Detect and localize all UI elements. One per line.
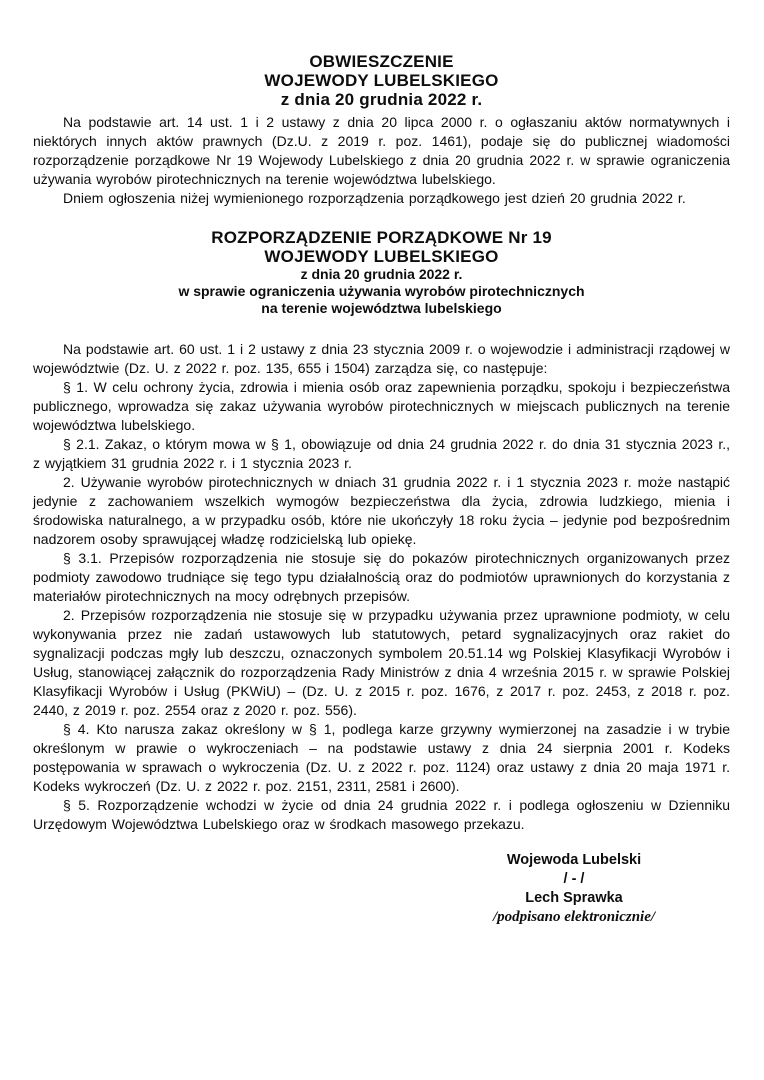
regulation-heading bbox=[33, 228, 730, 317]
regulation-par-3-1: § 3.1. Przepisów rozporządzenia nie stosuje się do pokazów pirotechnicznych organizowanych przez podmioty zawodowo trudniące się tego typu działalnością oraz do podmiotów uprawnionych do korzystania z materiałów pirotechnicznych na mocy odrębnych przepisów. bbox=[33, 550, 730, 604]
regulation-par-3-2: 2. Przepisów rozporządzenia nie stosuje się w przypadku używania przez uprawnione podmioty, w celu wykonywania przez nie zadań ustawowych lub statutowych, petard sygnalizacyjnych oraz rakiet do sygnalizacji podczas mgły lub deszczu, oznaczonych symbolem 20.51.14 wg Polskiej Klasyfikacji Wyrobów i Usług, stanowiącej załącznik do rozporządzenia Rady Ministrów z dnia 4 września 2015 r. w sprawie Polskiej Klasyfikacji Wyrobów i Usług (PKWiU) – (Dz. U. z 2015 r. poz. 1676, z 2017 r. poz. 2453, z 2018 r. poz. 2440, z 2019 r. poz. 2554 oraz z 2020 r. poz. 556). bbox=[33, 607, 730, 718]
notice-authority: WOJEWODY LUBELSKIEGO bbox=[264, 71, 499, 90]
notice-heading bbox=[33, 52, 730, 109]
regulation-title: ROZPORZĄDZENIE PORZĄDKOWE Nr 19 bbox=[211, 228, 552, 247]
notice-body bbox=[33, 113, 730, 208]
notice-title: OBWIESZCZENIE bbox=[309, 52, 454, 71]
regulation-subject-line2: na terenie województwa lubelskiego bbox=[261, 300, 502, 316]
signature-position: Wojewoda Lubelski bbox=[506, 852, 642, 868]
regulation-authority: WOJEWODY LUBELSKIEGO bbox=[264, 247, 499, 266]
regulation-body bbox=[33, 340, 730, 834]
regulation-preamble: Na podstawie art. 60 ust. 1 i 2 ustawy z dnia 23 stycznia 2009 r. o wojewodzie i administracji rządowej w województwie (Dz. U. z 2022 r. poz. 135, 655 i 1504) zarządza się, co następuje: bbox=[33, 341, 730, 376]
regulation-subject-line1: w sprawie ograniczenia używania wyrobów pirotechnicznych bbox=[178, 283, 585, 299]
regulation-date: z dnia 20 grudnia 2022 r. bbox=[300, 266, 463, 282]
regulation-par-5: § 5. Rozporządzenie wchodzi w życie od dnia 24 grudnia 2022 r. i podlega ogłoszeniu w Dzienniku Urzędowym Województwa Lubelskiego oraz w środkach masowego przekazu. bbox=[33, 797, 730, 832]
notice-paragraph: Dniem ogłoszenia niżej wymienionego rozporządzenia porządkowego jest dzień 20 grudnia 2022 r. bbox=[63, 190, 686, 206]
signature-block bbox=[418, 851, 730, 927]
regulation-par-2-1: § 2.1. Zakaz, o którym mowa w § 1, obowiązuje od dnia 24 grudnia 2022 r. do dnia 31 stycznia 2023 r., z wyjątkiem 31 grudnia 2022 r. i 1 stycznia 2023 r. bbox=[33, 436, 730, 471]
signature-name: Lech Sprawka bbox=[525, 890, 623, 906]
regulation-par-1: § 1. W celu ochrony życia, zdrowia i mienia osób oraz zapewnienia porządku, spokoju i bezpieczeństwa publicznego, wprowadza się zakaz używania wyrobów pirotechnicznych w miejscach publicznych na terenie województwa lubelskiego. bbox=[33, 379, 730, 433]
signature-mark: / - / bbox=[563, 871, 585, 887]
notice-date: z dnia 20 grudnia 2022 r. bbox=[280, 90, 483, 109]
notice-paragraph: Na podstawie art. 14 ust. 1 i 2 ustawy z dnia 20 lipca 2000 r. o ogłaszaniu aktów normatywnych i niektórych innych aktów prawnych (Dz.U. z 2019 r. poz. 1461), podaje się do publicznej wiadomości rozporządzenie porządkowe Nr 19 Wojewody Lubelskiego z dnia 20 grudnia 2022 r. w sprawie ograniczenia używania wyrobów pirotechnicznych na terenie województwa lubelskiego. bbox=[33, 114, 730, 187]
regulation-par-2-2: 2. Używanie wyrobów pirotechnicznych w dniach 31 grudnia 2022 r. i 1 stycznia 2023 r. może nastąpić jedynie z zachowaniem wszelkich wymogów bezpieczeństwa dla życia, zdrowia ludzkiego, mienia i środowiska naturalnego, a w przypadku osób, które nie ukończyły 18 roku życia – jedynie pod bezpośrednim nadzorem osoby sprawującej władzę rodzicielską lub opiekę. bbox=[33, 474, 730, 547]
regulation-par-4: § 4. Kto narusza zakaz określony w § 1, podlega karze grzywny wymierzonej na zasadzie i w trybie określonym w prawie o wykroczeniach – na podstawie ustawy z dnia 24 sierpnia 2001 r. Kodeks postępowania w sprawach o wykroczenia (Dz. U. z 2022 r. poz. 1124) oraz ustawy z dnia 20 maja 1971 r. Kodeks wykroczeń (Dz. U. z 2022 r. poz. 2151, 2311, 2581 i 2600). bbox=[33, 721, 730, 794]
signature-electronic-note: /podpisano elektronicznie/ bbox=[492, 909, 656, 925]
